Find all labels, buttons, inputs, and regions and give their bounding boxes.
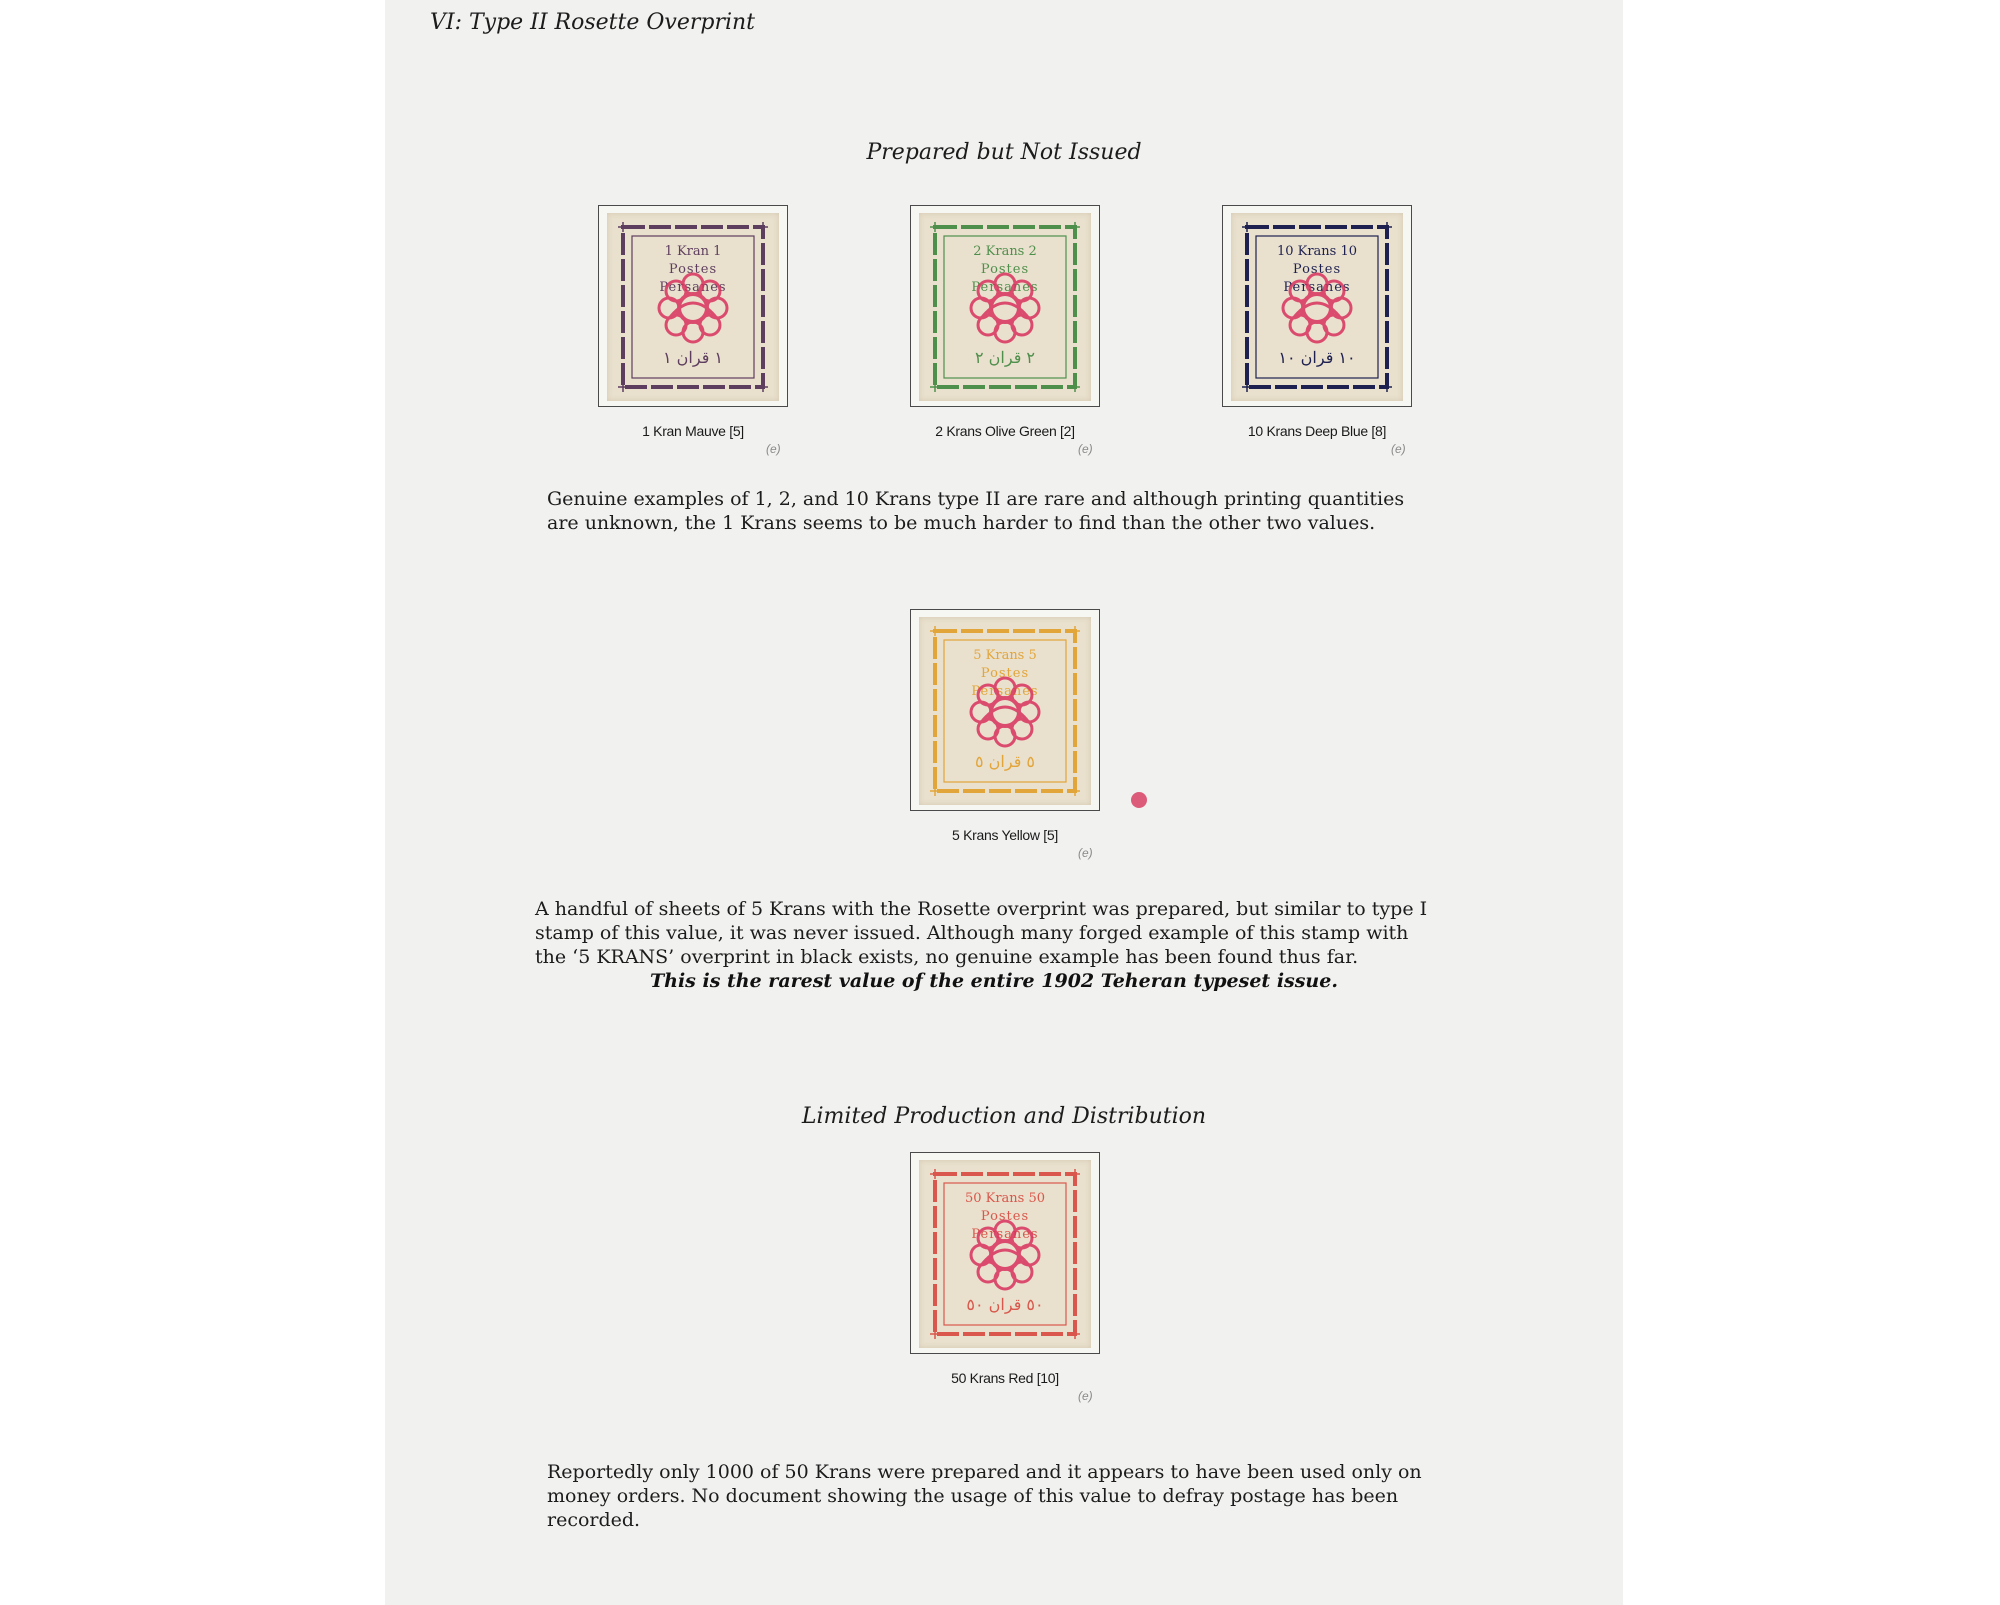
paragraph-rarest: This is the rarest value of the entire 1902 Teheran typeset issue.	[650, 970, 1338, 992]
expertizing-mark: (e)	[1391, 442, 1406, 456]
stamp-persanes-text: Persanes	[659, 280, 727, 295]
stamp-design	[607, 213, 779, 401]
stamp-caption: 10 Krans Deep Blue [8]	[1247, 423, 1387, 439]
stamp-value-text: 50 Krans 50	[964, 1191, 1046, 1206]
stamp-value-text: 5 Krans 5	[973, 648, 1037, 663]
stamp-arabic-text: ٥٠ قران ٥٠	[966, 1295, 1044, 1314]
expertizing-mark: (e)	[766, 442, 781, 456]
stamp-design	[919, 617, 1091, 805]
stamp-frame-50-krans[interactable]	[910, 1152, 1100, 1354]
stamp-postes-text: Postes	[980, 666, 1030, 681]
stamp-frame-2-krans[interactable]	[910, 205, 1100, 407]
stamp-1-kran	[607, 213, 779, 401]
stamp-persanes-text: Persanes	[971, 280, 1039, 295]
stamp-postes-text: Postes	[668, 262, 718, 277]
page-heading: VI: Type II Rosette Overprint	[430, 10, 756, 35]
stamp-caption: 2 Krans Olive Green [2]	[935, 423, 1075, 439]
album-page	[385, 0, 1623, 1605]
stamp-2-krans	[919, 213, 1091, 401]
stamp-design	[919, 213, 1091, 401]
stamp-5-krans	[919, 617, 1091, 805]
stamp-postes-text: Postes	[1292, 262, 1342, 277]
paragraph-genuine: Genuine examples of 1, 2, and 10 Krans type II are rare and although printing quantities are unknown, the 1 Krans seems to be much harder to find than the other two values.	[547, 488, 1405, 534]
section-title-prepared: Prepared but Not Issued	[866, 140, 1142, 165]
stamp-arabic-text: ١ قران ١	[662, 348, 724, 367]
stamp-arabic-text: ١٠ قران ١٠	[1278, 348, 1356, 367]
stamp-10-krans	[1231, 213, 1403, 401]
stamp-persanes-text: Persanes	[971, 684, 1039, 699]
paragraph-handful: A handful of sheets of 5 Krans with the Rosette overprint was prepared, but similar to type I stamp of this value, it was never issued. Although many forged example of this stamp with the ‘5 KRANS’ overprint in black exists, no genuine example has been found thus far.	[535, 898, 1428, 968]
pink-marker-dot	[1131, 792, 1147, 808]
stamp-caption: 5 Krans Yellow [5]	[952, 827, 1058, 843]
stamp-50-krans	[919, 1160, 1091, 1348]
stamp-design	[919, 1160, 1091, 1348]
stamp-value-text: 1 Kran 1	[664, 244, 722, 259]
stamp-frame-10-krans[interactable]	[1222, 205, 1412, 407]
stamp-frame-1-kran[interactable]	[598, 205, 788, 407]
stamp-caption: 1 Kran Mauve [5]	[642, 423, 744, 439]
expertizing-mark: (e)	[1078, 846, 1093, 860]
stamp-caption: 50 Krans Red [10]	[951, 1370, 1059, 1386]
stamp-frame-5-krans[interactable]	[910, 609, 1100, 811]
section-title-limited: Limited Production and Distribution	[801, 1104, 1207, 1129]
stamp-value-text: 2 Krans 2	[973, 244, 1037, 259]
expertizing-mark: (e)	[1078, 442, 1093, 456]
stamp-persanes-text: Persanes	[971, 1227, 1039, 1242]
stamp-postes-text: Postes	[980, 1209, 1030, 1224]
stamp-postes-text: Postes	[980, 262, 1030, 277]
stamp-value-text: 10 Krans 10	[1276, 244, 1358, 259]
stamp-design	[1231, 213, 1403, 401]
stamp-arabic-text: ٢ قران ٢	[974, 348, 1036, 367]
stamp-arabic-text: ٥ قران ٥	[974, 752, 1036, 771]
paragraph-reportedly: Reportedly only 1000 of 50 Krans were prepared and it appears to have been used only on money orders. No document showing the usage of this value to defray postage has been recorded.	[547, 1461, 1422, 1531]
stamp-persanes-text: Persanes	[1283, 280, 1351, 295]
expertizing-mark: (e)	[1078, 1389, 1093, 1403]
